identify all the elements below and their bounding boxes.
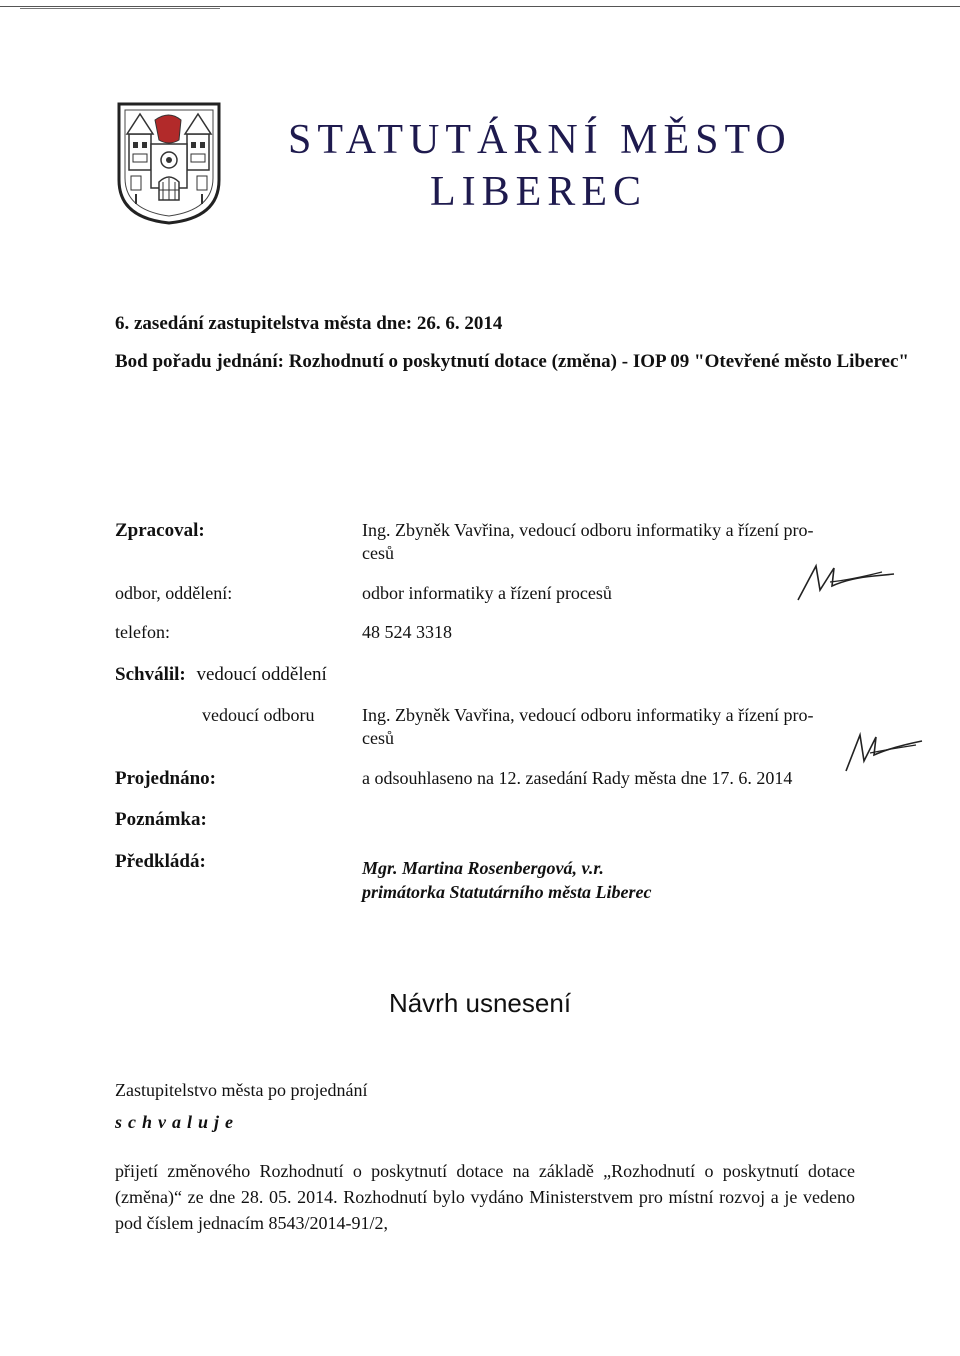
projednano-value: a odsouhlaseno na 12. zasedání Rady města dne 17. 6. 2014 (362, 768, 793, 788)
zpracoval-label: Zpracoval: (115, 520, 205, 541)
predklada-label: Předkládá: (115, 851, 206, 872)
poznamka-label: Poznámka: (115, 809, 207, 830)
odbor-label: odbor, oddělení: (115, 583, 233, 603)
signature-icon (840, 725, 930, 775)
schvalil-value-cont: cesů (362, 728, 394, 748)
proposal-verb: schvaluje (115, 1112, 239, 1132)
proposal-intro: Zastupitelstvo města po projednání (115, 1080, 368, 1100)
proposal-heading: Návrh usnesení (388, 988, 572, 1018)
predklada-role: primátorka Statutárního města Liberec (362, 882, 652, 902)
top-rule-accent (20, 8, 220, 9)
agenda-label: Bod pořadu jednání: (115, 351, 284, 372)
schvalil-label: Schválil: (115, 664, 186, 685)
proposal-text: přijetí změnového Rozhodnutí o poskytnutí dotace na základě „Rozhodnutí o poskytnutí dotace (změna)“ ze dne 28. 05. 2014. Rozhodnutí bylo vydáno Ministerstvem pro místní rozvoj a je vedeno pod číslem jednacím 8543/2014-91/2, (115, 1161, 855, 1233)
coat-of-arms-icon (115, 100, 223, 226)
city-name: LIBEREC (430, 169, 647, 215)
top-rule (0, 6, 960, 7)
odbor-value: odbor informatiky a řízení procesů (362, 583, 612, 603)
schvalil-value: Ing. Zbyněk Vavřina, vedoucí odboru informatiky a řízení pro- (362, 705, 814, 725)
schvalil-oddeleni-label: vedoucí oddělení (196, 664, 327, 685)
agenda-line (115, 351, 909, 373)
zpracoval-value: Ing. Zbyněk Vavřina, vedoucí odboru informatiky a řízení pro- (362, 520, 814, 540)
city-title: STATUTÁRNÍ MĚSTO (288, 117, 792, 163)
telefon-value: 48 524 3318 (362, 622, 452, 642)
predklada-name: Mgr. Martina Rosenbergová, v.r. (362, 858, 604, 878)
telefon-label: telefon: (115, 622, 170, 642)
signature-icon (790, 560, 900, 605)
meeting-line: 6. zasedání zastupitelstva města dne: 26. 6. 2014 (115, 313, 503, 334)
projednano-label: Projednáno: (115, 768, 216, 789)
zpracoval-value-cont: cesů (362, 543, 394, 563)
schvalil-odboru-label: vedoucí odboru (202, 705, 315, 725)
agenda-text: Rozhodnutí o poskytnutí dotace (změna) - IOP 09 "Otevřené město Liberec" (288, 351, 909, 372)
schvalil-row (115, 664, 327, 686)
